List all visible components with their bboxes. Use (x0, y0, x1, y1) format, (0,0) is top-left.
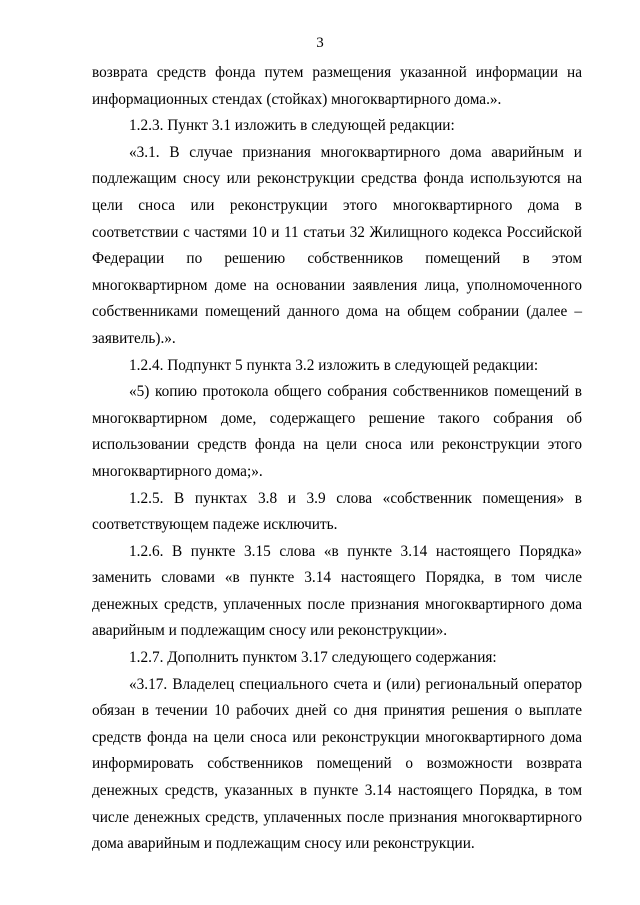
paragraph-3-17-text: «3.17. Владелец специального счета и (или) региональный оператор обязан в течении 10 рабочих дней со дня принятия решения о выплате средств фонда на цели сноса или реконструкции многоквартирного дома информировать собственников помещений о возможности возврата денежных средств, указанных в пункте 3.14 настоящего Порядка, в том числе денежных средств, уплаченных после признания многоквартирного дома аварийным и подлежащим сносу или реконструкции. (92, 675, 582, 853)
paragraph-3-1-text: «3.1. В случае признания многоквартирного дома аварийным и подлежащим сносу или реконструкции средства фонда используются на цели сноса или реконструкции этого многоквартирного дома в соответствии с частями 10 и 11 статьи 32 Жилищного кодекса Российской Федерации по решению собственников помещений в этом многоквартирном доме на основании заявления лица, уполномоченного собственниками помещений данного дома на общем собрании (далее – заявитель).». (92, 143, 582, 347)
paragraph-1-2-6: 1.2.6. В пункте 3.15 слова «в пункте 3.14 настоящего Порядка» заменить словами «в пункте 3.14 настоящего Порядка, в том числе денежных средств, уплаченных после признания многоквартирного дома аварийным и подлежащим сносу или реконструкции». (92, 542, 582, 640)
paragraph-1-2-7-heading: 1.2.7. Дополнить пунктом 3.17 следующего содержания: (129, 649, 497, 667)
paragraph-continuation: возврата средств фонда путем размещения указанной информации на информационных стендах (стойках) многоквартирного дома.». (92, 64, 582, 108)
document-body (92, 60, 582, 858)
paragraph-1-2-4-heading: 1.2.4. Подпункт 5 пункта 3.2 изложить в следующей редакции: (129, 356, 539, 374)
paragraph-1-2-3-heading: 1.2.3. Пункт 3.1 изложить в следующей редакции: (129, 117, 455, 135)
paragraph-subpoint-5-text: «5) копию протокола общего собрания собственников помещений в многоквартирном доме, содержащего решение такого собрания об использовании средств фонда на цели сноса или реконструкции этого многоквартирного дома;». (92, 383, 582, 480)
page-number: 3 (316, 35, 324, 51)
paragraph-1-2-5: 1.2.5. В пунктах 3.8 и 3.9 слова «собственник помещения» в соответствующем падеже исключить. (92, 489, 582, 534)
